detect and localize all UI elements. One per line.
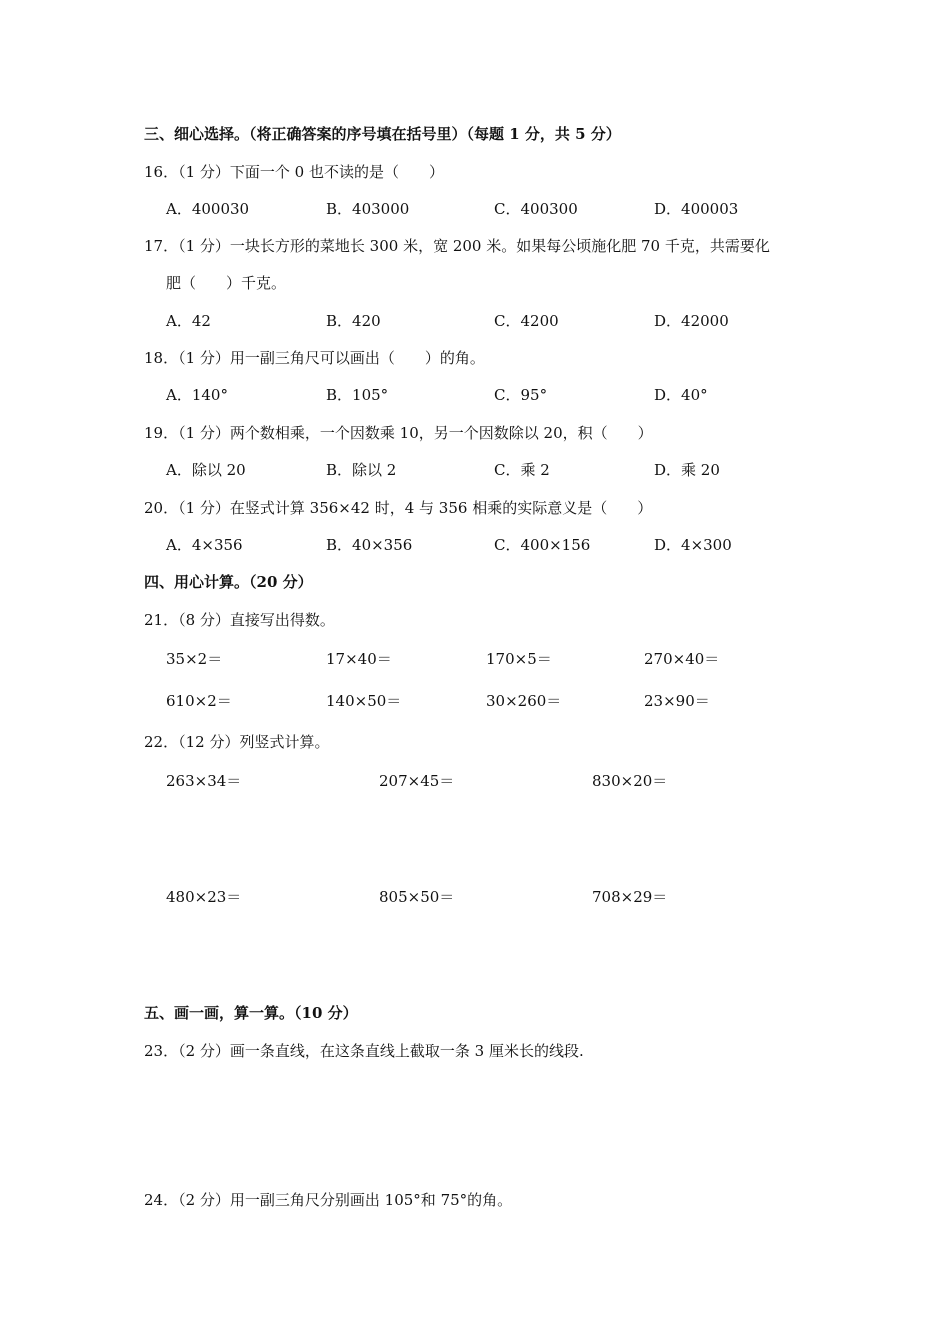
mental-math-item: 30×260＝ [486, 692, 562, 710]
vertical-calc-item: 708×29＝ [592, 888, 668, 906]
option-b: B．403000 [326, 200, 410, 218]
question-18-options [166, 385, 886, 405]
option-a: A．42 [166, 312, 211, 330]
option-b: B．420 [326, 312, 381, 330]
mental-math-item: 35×2＝ [166, 650, 223, 668]
question-19: 19．（1 分）两个数相乘，一个因数乘 10，另一个因数除以 20，积（ ） [144, 424, 653, 442]
mental-math-row-1 [166, 649, 886, 669]
question-16-options [166, 199, 886, 219]
question-20: 20．（1 分）在竖式计算 356×42 时，4 与 356 相乘的实际意义是（ ） [144, 499, 653, 517]
mental-math-item: 140×50＝ [326, 692, 402, 710]
option-b: B．除以 2 [326, 461, 397, 479]
question-20-options [166, 535, 886, 555]
mental-math-item: 610×2＝ [166, 692, 232, 710]
question-17-continued: 肥（ ）千克。 [166, 274, 287, 292]
mental-math-item: 270×40＝ [644, 650, 720, 668]
vertical-calc-item: 263×34＝ [166, 772, 242, 790]
section-4-title: 四、用心计算。（20 分） [144, 573, 313, 591]
mental-math-row-2 [166, 691, 886, 711]
vertical-calc-item: 207×45＝ [379, 772, 455, 790]
question-17-options [166, 311, 886, 331]
option-a: A．140° [166, 386, 228, 404]
option-c: C．400300 [494, 200, 578, 218]
option-c: C．95° [494, 386, 548, 404]
question-24: 24．（2 分）用一副三角尺分别画出 105°和 75°的角。 [144, 1191, 513, 1209]
option-a: A．4×356 [166, 536, 243, 554]
option-c: C．乘 2 [494, 461, 550, 479]
option-d: D．乘 20 [654, 461, 720, 479]
option-b: B．105° [326, 386, 389, 404]
question-23: 23．（2 分）画一条直线，在这条直线上截取一条 3 厘米长的线段. [144, 1042, 584, 1060]
option-a: A．400030 [166, 200, 250, 218]
section-3-title: 三、细心选择。（将正确答案的序号填在括号里）（每题 1 分，共 5 分） [144, 125, 621, 143]
question-21: 21．（8 分）直接写出得数。 [144, 611, 335, 629]
vertical-calc-item: 480×23＝ [166, 888, 242, 906]
mental-math-item: 170×5＝ [486, 650, 552, 668]
mental-math-item: 23×90＝ [644, 692, 710, 710]
option-d: D．400003 [654, 200, 739, 218]
vertical-calc-item: 830×20＝ [592, 772, 668, 790]
question-18: 18．（1 分）用一副三角尺可以画出（ ）的角。 [144, 349, 485, 367]
mental-math-item: 17×40＝ [326, 650, 392, 668]
option-b: B．40×356 [326, 536, 413, 554]
question-17: 17．（1 分）一块长方形的菜地长 300 米，宽 200 米。如果每公顷施化肥 70 千克，共需要化 [144, 237, 770, 255]
question-22: 22．（12 分）列竖式计算。 [144, 733, 330, 751]
question-19-options [166, 460, 886, 480]
option-c: C．4200 [494, 312, 559, 330]
section-5-title: 五、画一画，算一算。（10 分） [144, 1004, 358, 1022]
option-d: D．40° [654, 386, 708, 404]
vertical-calc-row-1 [166, 771, 886, 791]
vertical-calc-item: 805×50＝ [379, 888, 455, 906]
option-d: D．42000 [654, 312, 729, 330]
option-a: A．除以 20 [166, 461, 246, 479]
question-16: 16．（1 分）下面一个 0 也不读的是（ ） [144, 163, 444, 181]
vertical-calc-row-2 [166, 887, 886, 907]
option-d: D．4×300 [654, 536, 732, 554]
option-c: C．400×156 [494, 536, 591, 554]
